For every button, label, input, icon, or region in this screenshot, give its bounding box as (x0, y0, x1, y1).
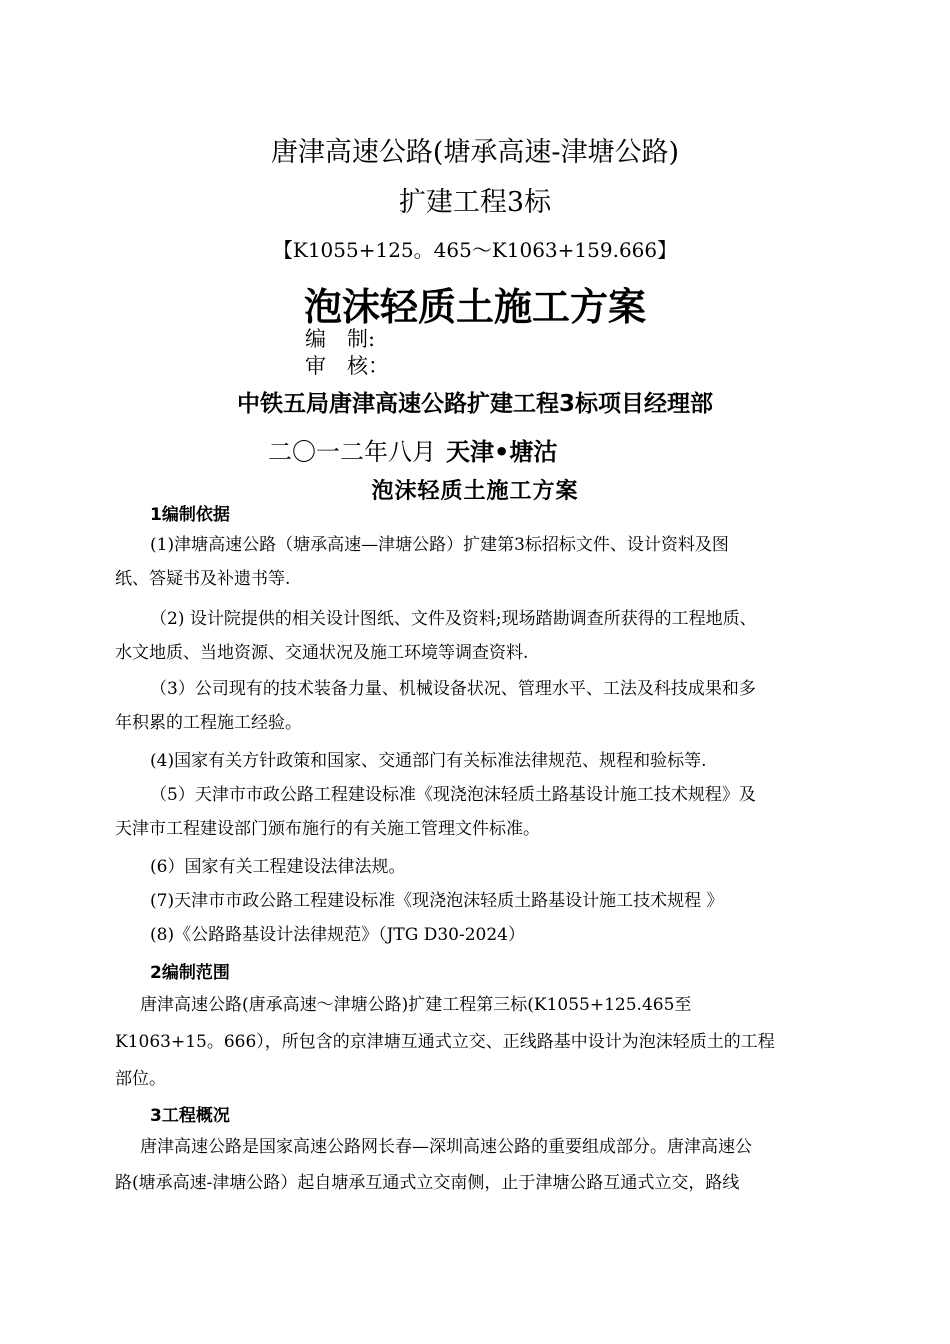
document-title-line1: 唐津高速公路(塘承高速-津塘公路) (270, 137, 680, 168)
basis-item-5-line2: 天津市工程建设部门颁布施行的有关施工管理文件标准。 (115, 819, 540, 839)
basis-item-8: (8)《公路路基设计法律规范》（JTG D30-2024） (150, 925, 525, 945)
basis-item-4: (4)国家有关方针政策和国家、交通部门有关标准法律规范、规程和验标等. (150, 751, 707, 771)
main-title: 泡沫轻质土施工方案 (303, 285, 646, 329)
basis-item-3-line1: （3）公司现有的技术装备力量、机械设备状况、管理水平、工法及科技成果和多 (150, 679, 756, 699)
date-text: 二〇一二年八月 (268, 438, 436, 466)
basis-item-2-line2: 水文地质、当地资源、交通状况及施工环境等调查资料. (115, 643, 529, 663)
compiled-by-label: 编 制: (305, 327, 376, 351)
scope-line-1: 唐津高速公路(唐承高速～津塘公路)扩建工程第三标(K1055+125.465至 (140, 995, 692, 1015)
reviewed-by-label: 审 核： (305, 354, 389, 378)
company-name: 中铁五局唐津高速公路扩建工程3标项目经理部 (236, 391, 713, 417)
document-title-line2: 扩建工程3标 (398, 187, 552, 218)
basis-item-5-line1: （5）天津市市政公路工程建设标准《现浇泡沫轻质土路基设计施工技术规程》及 (150, 785, 756, 805)
basis-item-2-line1: （2) 设计院提供的相关设计图纸、文件及资料;现场踏勘调查所获得的工程地质、 (150, 609, 757, 629)
scope-line-3: 部位。 (115, 1069, 166, 1089)
basis-item-1-line1: (1)津塘高速公路（塘承高速—津塘公路）扩建第3标招标文件、设计资料及图 (150, 535, 729, 555)
basis-item-3-line2: 年积累的工程施工经验。 (115, 713, 302, 733)
scope-line-2: K1063+15。666），所包含的京津塘互通式立交、正线路基中设计为泡沫轻质土的工程 (115, 1032, 775, 1052)
basis-item-6: (6）国家有关工程建设法律法规。 (150, 857, 406, 877)
place-text: 天津•塘沽 (446, 438, 558, 466)
section-subtitle: 泡沫轻质土施工方案 (371, 478, 579, 504)
overview-line-1: 唐津高速公路是国家高速公路网长春—深圳高速公路的重要组成部分。唐津高速公 (140, 1137, 752, 1157)
basis-item-7: (7)天津市市政公路工程建设标准《现浇泡沫轻质土路基设计施工技术规程 》 (150, 891, 724, 911)
section-heading-overview: 3工程概况 (150, 1106, 230, 1126)
section-heading-scope: 2编制范围 (150, 963, 230, 983)
overview-line-2: 路(塘承高速-津塘公路）起自塘承互通式立交南侧，止于津塘公路互通式立交，路线 (115, 1173, 740, 1193)
basis-item-1-line2: 纸、答疑书及补遗书等. (115, 569, 291, 589)
date-place-line (268, 432, 557, 467)
section-heading-basis: 1编制依据 (150, 505, 230, 525)
mileage-range: 【K1055+125。465～K1063+159.666】 (272, 238, 678, 262)
